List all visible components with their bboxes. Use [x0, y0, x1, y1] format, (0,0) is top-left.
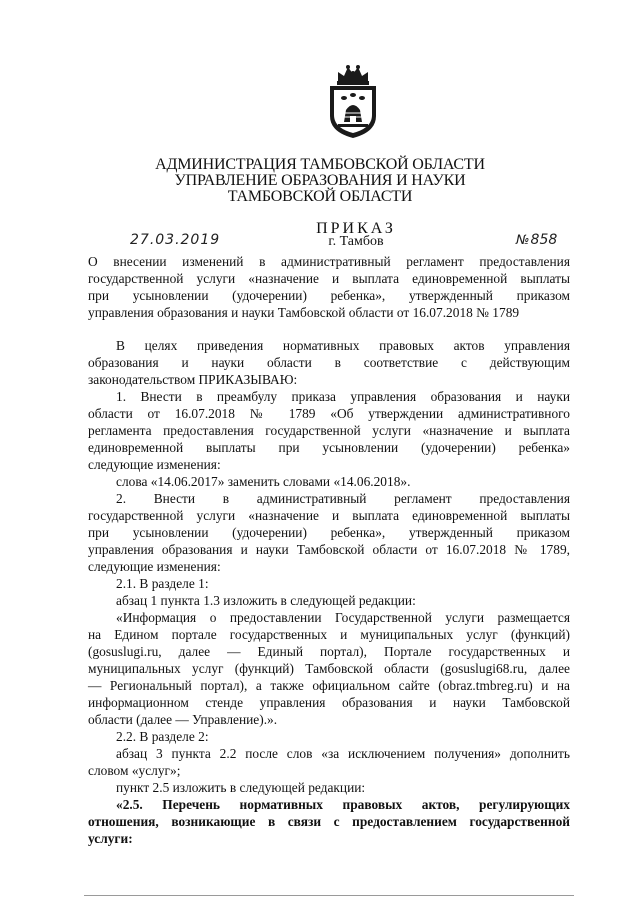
order-number — [516, 232, 557, 248]
body-line: при усыновлении (удочерении) ребенка», утвержденный приказом — [88, 525, 570, 540]
order-date: 27.03.2019 — [130, 232, 221, 248]
body-line: 2. Внести в административный регламент предоставления — [116, 491, 570, 506]
body-line-bold: «2.5. Перечень нормативных правовых актов, регулирующих — [116, 797, 570, 812]
page-bottom-divider — [84, 895, 574, 896]
body-line: 2.2. В разделе 2: — [116, 729, 209, 744]
body-line: В целях приведения нормативных правовых актов управления — [116, 338, 570, 353]
body-line: следующие изменения: — [88, 559, 221, 574]
body-line-bold: отношения, возникающие в связи с предоставлением государственной — [88, 814, 570, 829]
order-number-prefix: № — [516, 233, 530, 248]
subject-line: управления образования и науки Тамбовской области от 16.07.2018 № 1789 — [88, 305, 520, 320]
body-line-bold: услуги: — [88, 831, 133, 846]
body-line: следующие изменения: — [88, 457, 221, 472]
body-line: области от 16.07.2018 № 1789 «Об утверждении административного — [88, 406, 570, 421]
document-type-title: ПРИКАЗ — [316, 220, 396, 237]
subject-line: государственной услуги «назначение и выплата единовременной выплаты — [88, 271, 570, 286]
body-line: абзац 3 пункта 2.2 после слов «за исключением получения» дополнить — [116, 746, 570, 761]
body-line: государственной услуги «назначение и выплата единовременной выплаты — [88, 508, 570, 523]
body-line: законодательством ПРИКАЗЫВАЮ: — [88, 372, 298, 387]
body-line: пункт 2.5 изложить в следующей редакции: — [116, 780, 366, 795]
subject-line: при усыновлении (удочерении) ребенка», утвержденный приказом — [88, 288, 570, 303]
tambov-coat-of-arms-icon — [324, 64, 382, 140]
org-name-line-1: АДМИНИСТРАЦИЯ ТАМБОВСКОЙ ОБЛАСТИ — [155, 156, 485, 173]
body-line: слова «14.06.2017» заменить словами «14.06.2018». — [116, 474, 411, 489]
body-line: регламента предоставления государственной услуги «назначение и выплата — [88, 423, 570, 438]
subject-line: О внесении изменений в административный регламент предоставления — [88, 254, 570, 269]
body-line: «Информация о предоставлении Государственной услуги размещается — [116, 610, 570, 625]
body-line: абзац 1 пункта 1.3 изложить в следующей редакции: — [116, 593, 416, 608]
body-line: 2.1. В разделе 1: — [116, 576, 209, 591]
body-line: муниципальных услуг (функций) Тамбовской области (gosuslugi68.ru, далее — [88, 661, 570, 676]
body-line: 1. Внести в преамбулу приказа управления образования и науки — [116, 389, 570, 404]
body-line: единовременной выплаты при усыновлении (удочерении) ребенка» — [88, 440, 570, 455]
order-number-value: 858 — [530, 232, 558, 248]
body-line: информационном стенде управления образования и науки Тамбовской — [88, 695, 570, 710]
body-line: — Региональный портал), а также официальном сайте (obraz.tmbreg.ru) и на — [88, 678, 570, 693]
org-name-line-3: ТАМБОВСКОЙ ОБЛАСТИ — [227, 188, 413, 205]
body-line: области (далее — Управление).». — [88, 712, 278, 727]
body-line: образования и науки области в соответствие с действующим — [88, 355, 570, 370]
body-line: управления образования и науки Тамбовской области от 16.07.2018 № 1789, — [88, 542, 570, 557]
body-line: на Едином портале государственных и муниципальных услуг (функций) — [88, 627, 570, 642]
org-name-line-2: УПРАВЛЕНИЕ ОБРАЗОВАНИЯ И НАУКИ — [174, 172, 466, 189]
body-line: (gosuslugi.ru, далее — Единый портал), Портале государственных и — [88, 644, 570, 659]
body-line: словом «услуг»; — [88, 763, 181, 778]
order-city: г. Тамбов — [328, 234, 384, 249]
